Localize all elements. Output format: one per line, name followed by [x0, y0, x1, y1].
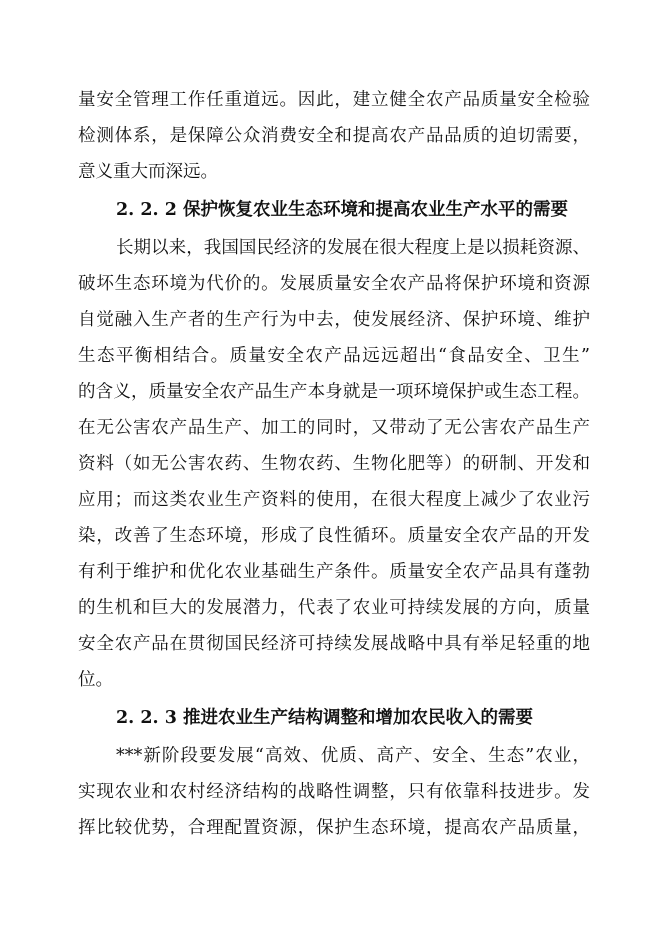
paragraph-line: 长期以来，我国国民经济的发展在很大程度上是以损耗资源、 [116, 238, 590, 258]
paragraph-line: ***新阶段要发展“高效、优质、高产、安全、生态”农业， [116, 746, 590, 766]
paragraph-line: 检测体系，是保障公众消费安全和提高农产品品质的迫切需要， [78, 126, 590, 146]
paragraph-line: 量安全管理工作任重道远。因此，建立健全农产品质量安全检验 [78, 90, 590, 110]
paragraph-line: 位。 [78, 670, 113, 690]
paragraph-line: 挥比较优势，合理配置资源，保护生态环境，提高农产品质量， [78, 818, 590, 838]
paragraph-line: 的生机和巨大的发展潜力，代表了农业可持续发展的方向，质量 [78, 598, 590, 618]
paragraph-line: 破坏生态环境为代价的。发展质量安全农产品将保护环境和资源 [78, 274, 590, 294]
paragraph-line: 应用；而这类农业生产资料的使用，在很大程度上减少了农业污 [78, 490, 590, 510]
section-heading-2-2-2: 2. 2. 2 保护恢复农业生态环境和提高农业生产水平的需要 [116, 200, 568, 220]
paragraph-line: 自觉融入生产者的生产行为中去，使发展经济、保护环境、维护 [78, 310, 590, 330]
paragraph-line: 安全农产品在贯彻国民经济可持续发展战略中具有举足轻重的地 [78, 634, 590, 654]
paragraph-line: 意义重大而深远。 [78, 162, 218, 182]
paragraph-line: 生态平衡相结合。质量安全农产品远远超出“食品安全、卫生” [78, 346, 590, 366]
paragraph-line: 有利于维护和优化农业基础生产条件。质量安全农产品具有蓬勃 [78, 562, 590, 582]
section-heading-2-2-3: 2. 2. 3 推进农业生产结构调整和增加农民收入的需要 [116, 708, 533, 728]
paragraph-line: 实现农业和农村经济结构的战略性调整，只有依靠科技进步。发 [78, 782, 590, 802]
paragraph-line: 染，改善了生态环境，形成了良性循环。质量安全农产品的开发 [78, 526, 590, 546]
paragraph-line: 在无公害农产品生产、加工的同时，又带动了无公害农产品生产 [78, 418, 590, 438]
paragraph-line: 的含义，质量安全农产品生产本身就是一项环境保护或生态工程。 [78, 382, 590, 402]
paragraph-line: 资料（如无公害农药、生物农药、生物化肥等）的研制、开发和 [78, 454, 590, 474]
